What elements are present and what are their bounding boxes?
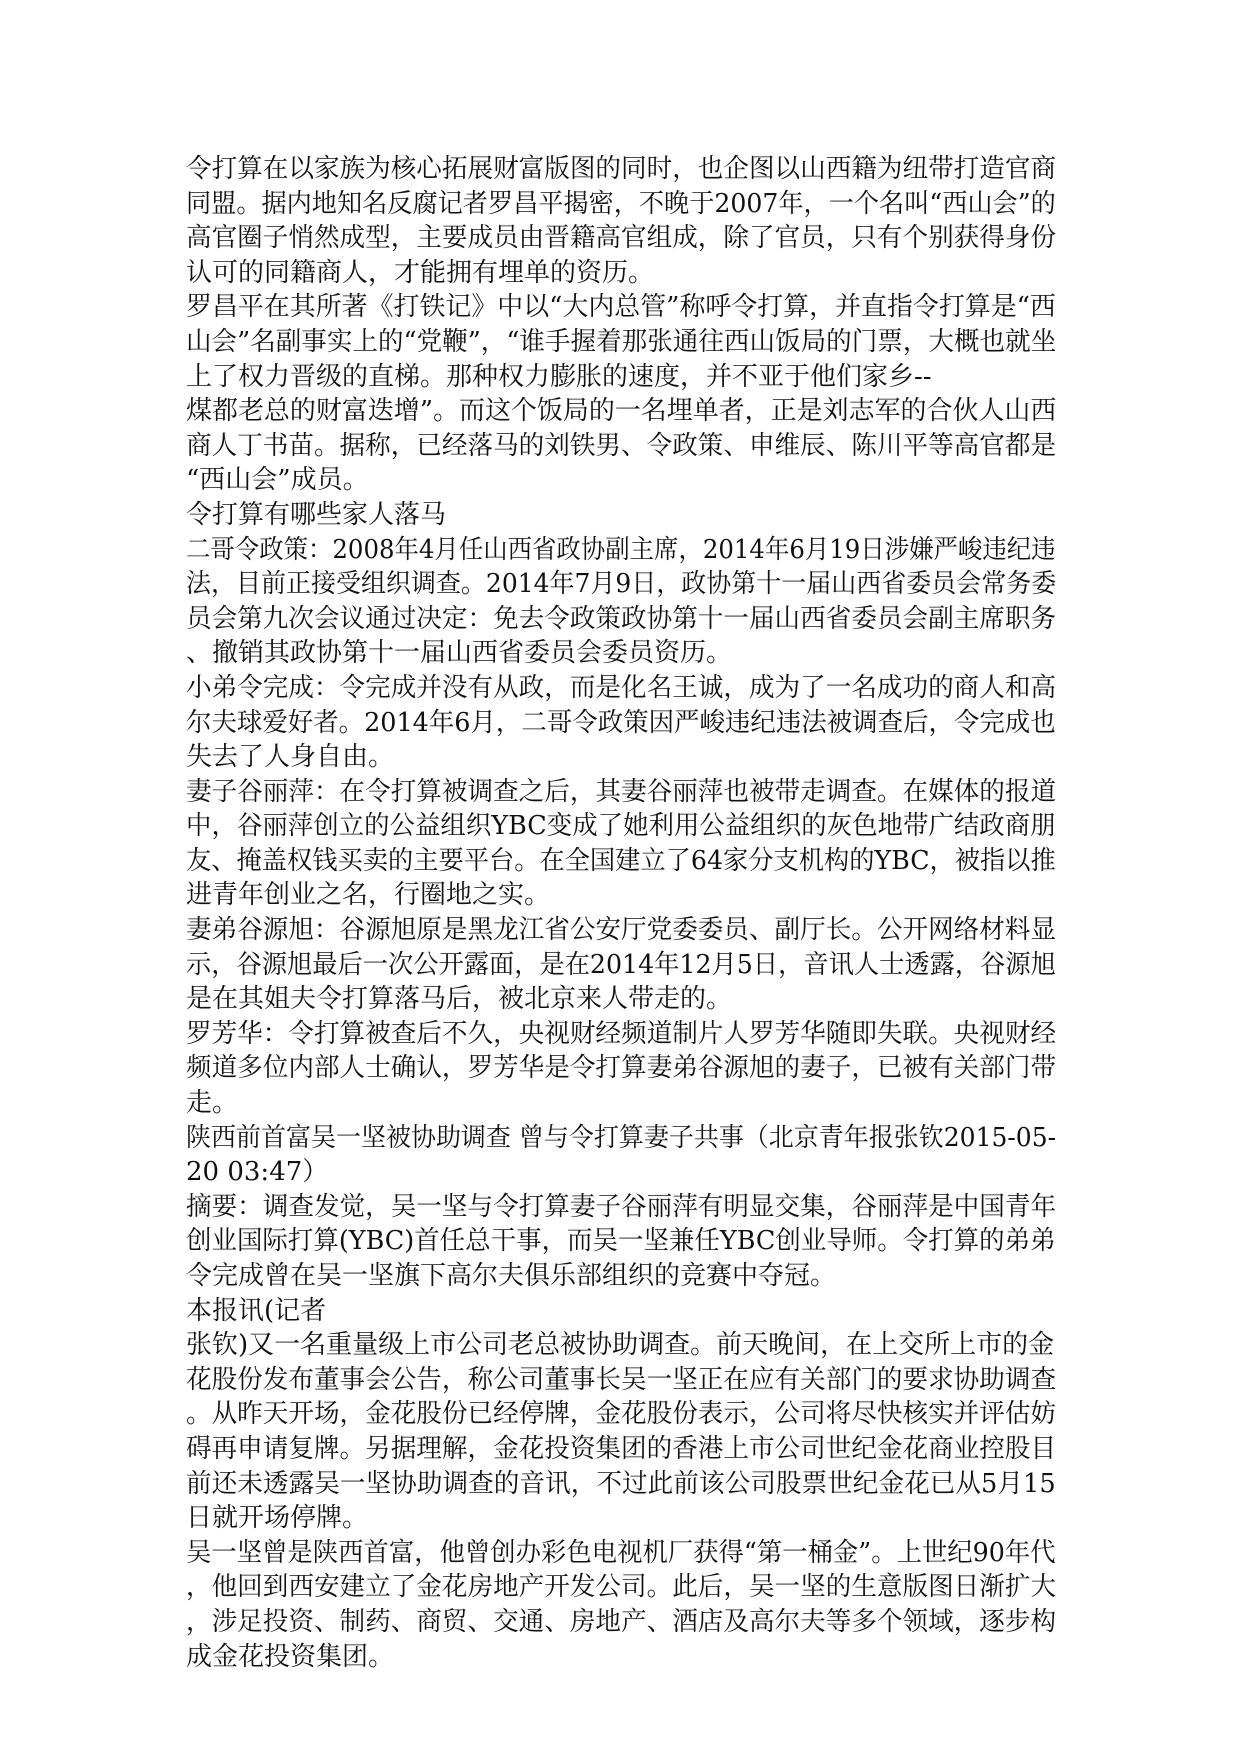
text-line: 尔夫球爱好者。2014年6月，二哥令政策因严峻违纪违法被调查后，令完成也: [186, 707, 1056, 738]
text-line: 煤都老总的财富迭增”。而这个饭局的一名埋单者，正是刘志军的合伙人山西: [186, 396, 1057, 427]
text-line: 上了权力晋级的直梯。那种权力膨胀的速度，并不亚于他们家乡--: [186, 361, 932, 392]
text-line: 前还未透露吴一坚协助调查的音讯，不过此前该公司股票世纪金花已从5月15: [186, 1468, 1056, 1499]
text-line: 员会第九次会议通过决定：免去令政策政协第十一届山西省委员会副主席职务: [186, 603, 1057, 634]
text-line: 摘要：调查发觉，吴一坚与令打算妻子谷丽萍有明显交集，谷丽萍是中国青年: [186, 1191, 1057, 1222]
text-line: 令完成曾在吴一坚旗下高尔夫俱乐部组织的竞赛中夺冠。: [186, 1261, 837, 1291]
text-line: 山会”名副事实上的“党鞭”，“谁手握着那张通往西山饭局的门票，大概也就坐: [186, 326, 1057, 357]
text-line: 认可的同籍商人，才能拥有埋单的资历。: [186, 257, 655, 288]
text-line: 高官圈子悄然成型，主要成员由晋籍高官组成，除了官员，只有个别获得身份: [186, 223, 1057, 254]
text-line: 日就开场停牌。: [186, 1503, 369, 1534]
text-line: 进青年创业之名，行圈地之实。: [186, 880, 551, 911]
text-line: 友、掩盖权钱买卖的主要平台。在全国建立了64家分支机构的YBC，被指以推: [186, 845, 1056, 876]
text-line: 20 03:47）: [186, 1157, 329, 1188]
text-line: 频道多位内部人士确认，罗芳华是令打算妻弟谷源旭的妻子，已被有关部门带: [186, 1053, 1057, 1084]
text-line: 小弟令完成：令完成并没有从政，而是化名王诚，成为了一名成功的商人和高: [186, 672, 1057, 703]
text-line: “西山会”成员。: [186, 465, 369, 496]
text-line: 商人丁书苗。据称，已经落马的刘铁男、令政策、申维辰、陈川平等高官都是: [186, 430, 1057, 461]
text-line: 花股份发布董事会公告，称公司董事长吴一坚正在应有关部门的要求协助调查: [186, 1364, 1057, 1395]
text-line: 令打算在以家族为核心拓展财富版图的同时，也企图以山西籍为纽带打造官商: [186, 154, 1057, 184]
text-line: 陕西前首富吴一坚被协助调查 曾与令打算妻子共事（北京青年报张钦2015-05-: [186, 1122, 1057, 1153]
text-line: 妻子谷丽萍：在令打算被调查之后，其妻谷丽萍也被带走调查。在媒体的报道: [186, 776, 1057, 807]
text-line: 中，谷丽萍创立的公益组织YBC变成了她利用公益组织的灰色地带广结政商朋: [186, 811, 1056, 842]
text-line: 。从昨天开场，金花股份已经停牌，金花股份表示，公司将尽快核实并评估妨: [186, 1399, 1057, 1430]
text-line: ，涉足投资、制药、商贸、交通、房地产、酒店及高尔夫等多个领域，逐步构: [186, 1606, 1057, 1637]
text-line: 同盟。据内地知名反腐记者罗昌平揭密，不晚于2007年，一个名叫“西山会”的: [186, 188, 1056, 219]
text-line: 创业国际打算(YBC)首任总干事，而吴一坚兼任YBC创业导师。令打算的弟弟: [186, 1226, 1056, 1257]
text-line: 张钦)又一名重量级上市公司老总被协助调查。前天晚间，在上交所上市的金: [186, 1330, 1055, 1361]
text-line: 法，目前正接受组织调查。2014年7月9日，政协第十一届山西省委员会常务委: [186, 569, 1057, 600]
text-line: 罗芳华：令打算被查后不久，央视财经频道制片人罗芳华随即失联。央视财经: [186, 1018, 1057, 1049]
text-line: 走。: [186, 1088, 239, 1119]
text-line: 二哥令政策：2008年4月任山西省政协副主席，2014年6月19日涉嫌严峻违纪违: [186, 534, 1056, 565]
text-line: 是在其姐夫令打算落马后，被北京来人带走的。: [186, 984, 733, 1015]
text-line: 碍再申请复牌。另据理解，金花投资集团的香港上市公司世纪金花商业控股目: [186, 1433, 1057, 1464]
text-line: 、撤销其政协第十一届山西省委员会委员资历。: [186, 638, 733, 669]
text-line: 失去了人身自由。: [186, 742, 395, 773]
text-line: 示，谷源旭最后一次公开露面，是在2014年12月5日，音讯人士透露，谷源旭: [186, 949, 1056, 980]
text-line: 吴一坚曾是陕西首富，他曾创办彩色电视机厂获得“第一桶金”。上世纪90年代: [186, 1537, 1056, 1568]
text-line: 令打算有哪些家人落马: [186, 499, 447, 530]
text-line: 成金花投资集团。: [186, 1641, 395, 1672]
text-line: 妻弟谷源旭：谷源旭原是黑龙江省公安厅党委委员、副厅长。公开网络材料显: [186, 915, 1057, 946]
document-body: [186, 152, 1056, 1674]
text-line: ，他回到西安建立了金花房地产开发公司。此后，吴一坚的生意版图日渐扩大: [186, 1572, 1057, 1603]
text-line: 罗昌平在其所著《打铁记》中以“大内总管”称呼令打算，并直指令打算是“西: [186, 292, 1056, 323]
text-line: 本报讯(记者: [186, 1295, 327, 1326]
